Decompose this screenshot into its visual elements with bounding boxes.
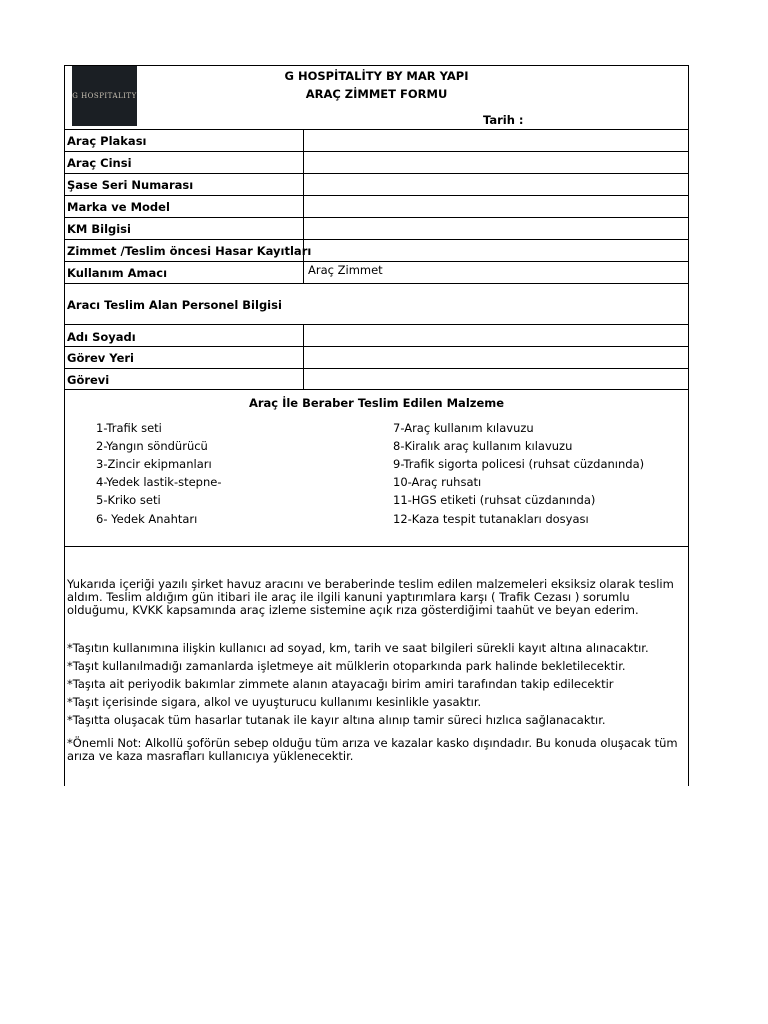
rule-note: *Taşıtta oluşacak tüm hasarlar tutanak ile kayır altına alınıp tamir süreci hızlıca sağlanacaktır. (67, 713, 606, 727)
equipment-item: 1-Trafik seti (96, 421, 162, 435)
field-label-vehicle-type: Araç Cinsi (67, 156, 132, 170)
vehicle-assignment-form (64, 65, 689, 786)
date-label: Tarih : (483, 113, 524, 127)
declaration-text: Yukarıda içeriği yazılı şirket havuz aracını ve beraberinde teslim edilen malzemeleri eksiksiz olarak teslim aldım. Teslim aldığım gün itibari ile araç ile ilgili kanuni yaptırımlara karşı ( Trafik Cezası ) sorumlu olduğumu, KVKK kapsamında araç izleme sistemine açık rıza gösterdiğimi taahüt ve beyan ederim. (67, 577, 674, 617)
equipment-item: 8-Kiralık araç kullanım kılavuzu (393, 439, 573, 453)
form-title: ARAÇ ZİMMET FORMU (305, 87, 448, 101)
field-label-work-location: Görev Yeri (67, 351, 134, 365)
rule-note: *Taşıt kullanılmadığı zamanlarda işletmeye ait mülklerin otoparkında park halinde bekletilecektir. (67, 659, 626, 673)
personnel-section-title: Aracı Teslim Alan Personel Bilgisi (67, 298, 282, 312)
field-label-full-name: Adı Soyadı (67, 330, 136, 344)
field-value-purpose[interactable]: Araç Zimmet (308, 263, 383, 277)
equipment-item: 2-Yangın söndürücü (96, 439, 208, 453)
rule-note: *Taşıta ait periyodik bakımlar zimmete alanın atayacağı birim amiri tarafından takip edilecektir (67, 677, 614, 691)
rule-note: *Taşıt içerisinde sigara, alkol ve uyuşturucu kullanımı kesinlikle yasaktır. (67, 695, 482, 709)
equipment-item: 6- Yedek Anahtarı (96, 512, 198, 526)
logo-text: G HOSPITALITY (72, 92, 137, 100)
company-name: G HOSPİTALİTY BY MAR YAPI (284, 69, 469, 83)
equipment-section-title: Araç İle Beraber Teslim Edilen Malzeme (248, 396, 505, 410)
field-label-position: Görevi (67, 373, 110, 387)
equipment-item: 7-Araç kullanım kılavuzu (393, 421, 534, 435)
field-label-plate: Araç Plakası (67, 134, 147, 148)
field-label-damage-records: Zimmet /Teslim öncesi Hasar Kayıtları (67, 244, 312, 258)
equipment-item: 9-Trafik sigorta policesi (ruhsat cüzdanında) (393, 457, 645, 471)
equipment-item: 4-Yedek lastik-stepne- (96, 475, 222, 489)
important-note: *Önemli Not: Alkollü şoförün sebep olduğu tüm arıza ve kazalar kasko dışındadır. Bu konuda oluşacak tüm arıza ve kaza masrafları kullanıcıya yüklenecektir. (67, 736, 678, 763)
equipment-item: 12-Kaza tespit tutanakları dosyası (393, 512, 589, 526)
field-label-chassis: Şase Seri Numarası (67, 178, 194, 192)
field-label-purpose: Kullanım Amacı (67, 266, 168, 280)
equipment-item: 10-Araç ruhsatı (393, 475, 482, 489)
equipment-item: 11-HGS etiketi (ruhsat cüzdanında) (393, 493, 596, 507)
equipment-item: 5-Kriko seti (96, 493, 161, 507)
field-label-km: KM Bilgisi (67, 222, 131, 236)
equipment-item: 3-Zincir ekipmanları (96, 457, 212, 471)
rule-note: *Taşıtın kullanımına ilişkin kullanıcı ad soyad, km, tarih ve saat bilgileri sürekli kayıt altına alınacaktır. (67, 641, 649, 655)
field-label-make-model: Marka ve Model (67, 200, 170, 214)
